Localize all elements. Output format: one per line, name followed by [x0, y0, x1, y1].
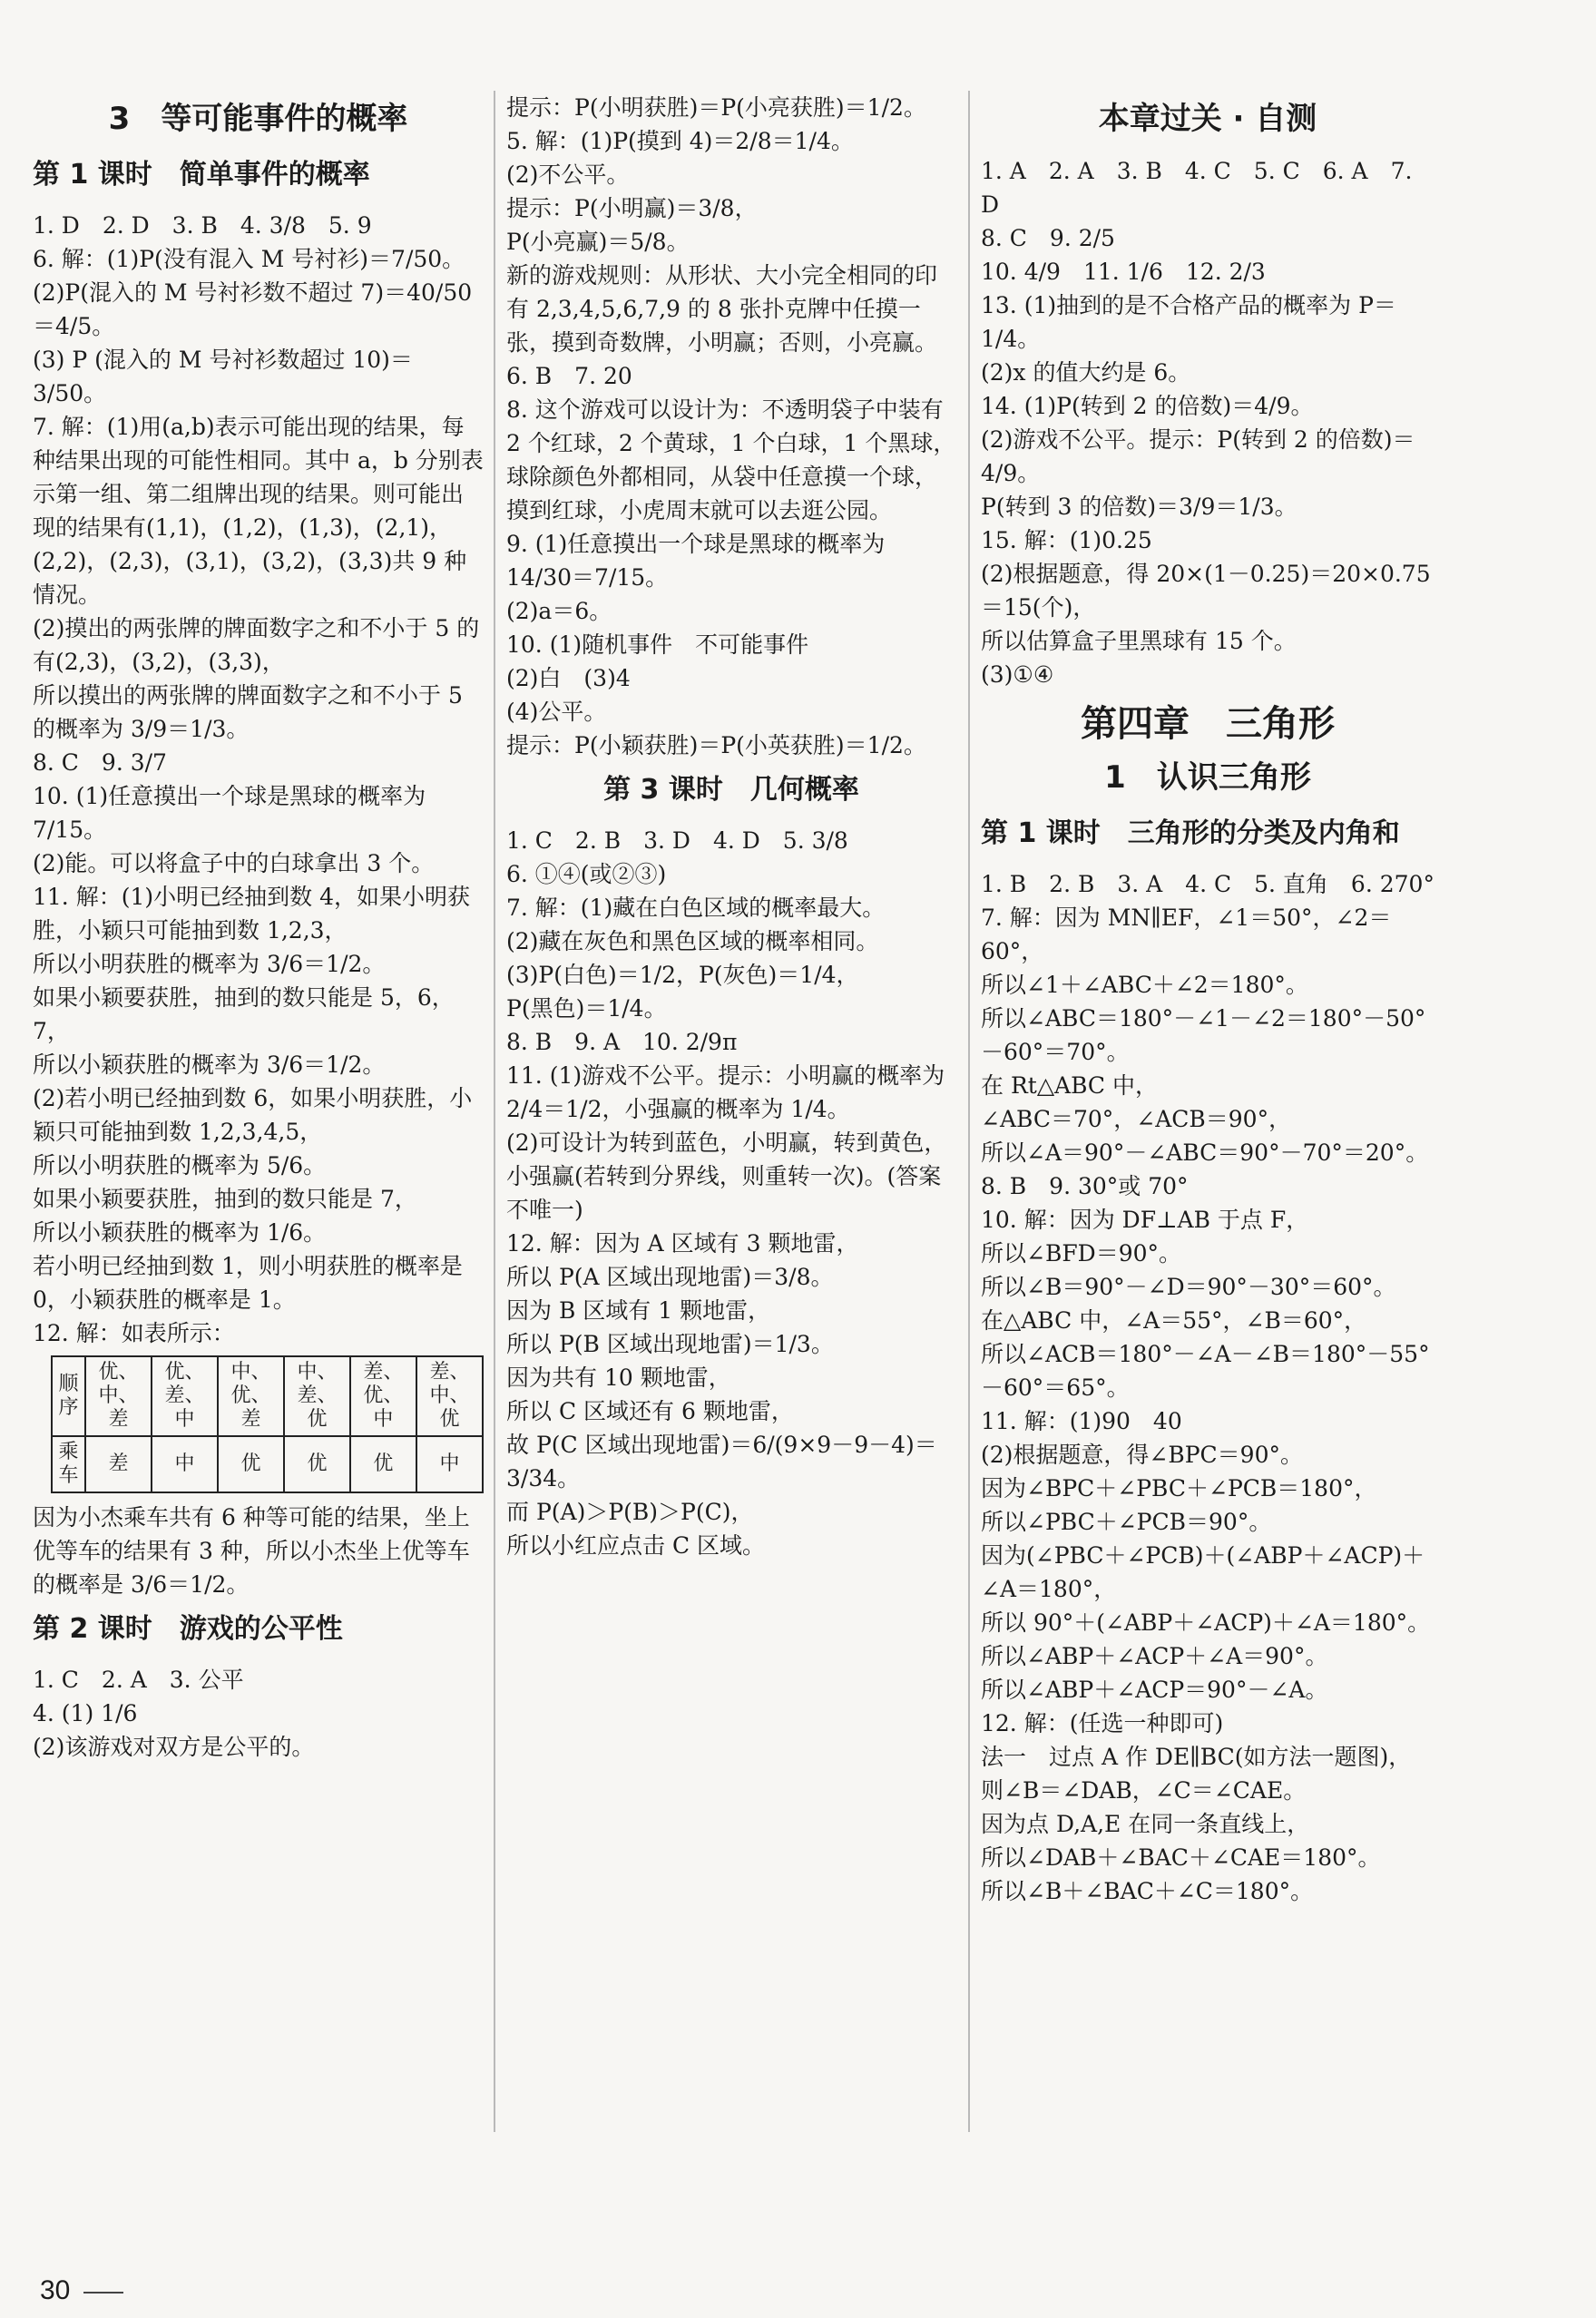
answer-line: 6. 解：(1)P(没有混入 M 号衬衫)＝7/50。	[33, 246, 465, 272]
answer-line: (3)P(白色)＝1/2，P(灰色)＝1/4，	[506, 962, 859, 988]
answer-line: 所以∠PBC＋∠PCB＝90°。	[981, 1509, 1272, 1535]
answer-line: (2)不公平。	[506, 161, 630, 188]
answer-line: 10. (1)任意摸出一个球是黑球的概率为 7/15。	[33, 783, 426, 843]
answer-line: 8. C 9. 2/5	[981, 225, 1115, 251]
answer-line: (2)P(混入的 M 号衬衫数不超过 7)＝40/50＝4/5。	[33, 279, 473, 339]
answer-line: 8. B 9. A 10. 2/9π	[506, 1029, 738, 1055]
table-cell: 优、差、中	[152, 1356, 218, 1436]
table-cell: 优	[350, 1436, 416, 1492]
answer-line: 所以小明获胜的概率为 5/6。	[33, 1152, 327, 1179]
table-cell: 中、优、差	[218, 1356, 284, 1436]
answer-line: (2)根据题意，得∠BPC＝90°。	[981, 1442, 1303, 1468]
answer-line: 如果小颖要获胜，抽到的数只能是 5，6，7，	[33, 984, 455, 1044]
answer-line: 则∠B＝∠DAB，∠C＝∠CAE。	[981, 1777, 1307, 1804]
answer-line: P(黑色)＝1/4。	[506, 995, 667, 1022]
answer-line: 1. B 2. B 3. A 4. C 5. 直角 6. 270°	[981, 871, 1434, 897]
section-heading: 本章过关 · 自测	[1098, 101, 1317, 137]
answer-line: (3)①④	[981, 661, 1054, 688]
answer-line: 因为 B 区域有 1 颗地雷，	[506, 1297, 771, 1324]
answer-line: 所以 P(B 区域出现地雷)＝1/3。	[506, 1331, 834, 1357]
answer-line: 新的游戏规则：从形状、大小完全相同的印有 2,3,4,5,6,7,9 的 8 张扑克牌中任摸一张，摸到奇数牌，小明赢；否则，小亮赢。	[506, 262, 938, 356]
answer-line: 6. ①④(或②③)	[506, 861, 667, 887]
answer-line: 所以小明获胜的概率为 3/6＝1/2。	[33, 951, 386, 977]
lesson-heading: 第 2 课时 游戏的公平性	[33, 1613, 343, 1645]
answer-line: 所以∠ABP＋∠ACP＝90°－∠A。	[981, 1677, 1328, 1703]
table-cell: 中、差、优	[284, 1356, 350, 1436]
answer-line: 所以估算盒子里黑球有 15 个。	[981, 628, 1297, 654]
answer-line: (2)游戏不公平。提示：P(转到 2 的倍数)＝4/9。	[981, 426, 1415, 486]
answer-line: 所以 P(A 区域出现地雷)＝3/8。	[506, 1264, 834, 1290]
answer-line: 提示：P(小明赢)＝3/8，	[506, 195, 758, 221]
answer-line: 因为小杰乘车共有 6 种等可能的结果，坐上优等车的结果有 3 种，所以小杰坐上优等车的概率是 3/6＝1/2。	[33, 1504, 470, 1598]
answer-line: 所以∠ABC＝180°－∠1－∠2＝180°－50°－60°＝70°。	[981, 1005, 1426, 1065]
answer-line: 8. 这个游戏可以设计为：不透明袋子中装有 2 个红球，2 个黄球，1 个白球，1 个黑球，球除颜色外都相同，从袋中任意摸一个球，摸到红球，小虎周末就可以去逛公园。	[506, 396, 956, 523]
answer-line: 11. 解：(1)90 40	[981, 1408, 1182, 1434]
table-cell: 中	[416, 1436, 483, 1492]
table-cell: 中	[152, 1436, 218, 1492]
lesson-heading: 第 1 课时 简单事件的概率	[33, 159, 370, 191]
column-1	[33, 91, 484, 1764]
answer-line: 4. (1) 1/6	[33, 1700, 138, 1726]
answer-line: 7. 解：(1)用(a,b)表示可能出现的结果，每种结果出现的可能性相同。其中 a，b 分别表示第一组、第二组牌出现的结果。则可能出现的结果有(1,1)，(1,2)，(1,3)，(2,1)，(2,2)，(2,3)，(3,1)，(3,2)，(3,3)共 9 种情况。	[33, 414, 484, 608]
answer-line: 8. B 9. 30°或 70°	[981, 1173, 1189, 1199]
answer-line: 1. C 2. A 3. 公平	[33, 1667, 244, 1693]
answer-line: 9. (1)任意摸出一个球是黑球的概率为 14/30＝7/15。	[506, 531, 886, 591]
table-cell: 优	[284, 1436, 350, 1492]
answer-line: 11. 解：(1)小明已经抽到数 4，如果小明获胜，小颖只可能抽到数 1,2,3，	[33, 884, 470, 944]
answer-line: 所以∠ACB＝180°－∠A－∠B＝180°－55°－60°＝65°。	[981, 1341, 1430, 1401]
answer-table	[51, 1355, 484, 1493]
answer-line: P(小亮赢)＝5/8。	[506, 229, 690, 255]
lesson-heading: 第 1 课时 三角形的分类及内角和	[981, 817, 1400, 849]
answer-line: 因为∠BPC＋∠PBC＋∠PCB＝180°，	[981, 1475, 1377, 1501]
page-number: 30	[40, 2275, 71, 2305]
answer-line: 5. 解：(1)P(摸到 4)＝2/8＝1/4。	[506, 128, 854, 154]
answer-line: 10. 解：因为 DF⊥AB 于点 F，	[981, 1207, 1309, 1233]
section-heading: 3 等可能事件的概率	[108, 101, 408, 137]
answer-line: 1. A 2. A 3. B 4. C 5. C 6. A 7. D	[981, 158, 1413, 218]
left-edge-shadow	[2, 109, 20, 2105]
answer-line: (2)根据题意，得 20×(1－0.25)＝20×0.75＝15(个)，	[981, 561, 1431, 621]
answer-line: 6. B 7. 20	[506, 363, 632, 389]
answer-line: 所以∠1＋∠ABC＋∠2＝180°。	[981, 972, 1308, 998]
answer-line: 12. 解：如表所示：	[33, 1320, 235, 1346]
answer-line: 提示：P(小明获胜)＝P(小亮获胜)＝1/2。	[506, 94, 926, 121]
answer-line: ∠ABC＝70°，∠ACB＝90°，	[981, 1106, 1292, 1132]
answer-line: (2)摸出的两张牌的牌面数字之和不小于 5 的有(2,3)，(3,2)，(3,3)，	[33, 615, 480, 675]
table-row	[52, 1436, 483, 1492]
answer-line: 14. (1)P(转到 2 的倍数)＝4/9。	[981, 393, 1314, 419]
table-cell: 差、优、中	[350, 1356, 416, 1436]
table-row	[52, 1356, 483, 1436]
answer-line: 1. C 2. B 3. D 4. D 5. 3/8	[506, 827, 848, 854]
column-3	[981, 91, 1434, 1908]
answer-line: (2)若小明已经抽到数 6，如果小明获胜，小颖只可能抽到数 1,2,3,4,5，	[33, 1085, 473, 1145]
answer-line: 若小明已经抽到数 1，则小明获胜的概率是 0，小颖获胜的概率是 1。	[33, 1253, 463, 1313]
answer-line: 10. (1)随机事件 不可能事件	[506, 631, 809, 658]
answer-line: 所以小颖获胜的概率为 1/6。	[33, 1219, 327, 1246]
answer-line: (2)该游戏对双方是公平的。	[33, 1734, 315, 1760]
answer-line: 所以∠BFD＝90°。	[981, 1240, 1182, 1267]
answer-line: 所以 C 区域还有 6 颗地雷，	[506, 1398, 794, 1424]
answer-line: (3) P (混入的 M 号衬衫数超过 10)＝3/50。	[33, 347, 413, 406]
answer-line: (4)公平。	[506, 699, 607, 725]
table-cell: 优、中、差	[85, 1356, 152, 1436]
answer-line: 12. 解：因为 A 区域有 3 颗地雷，	[506, 1230, 859, 1257]
answer-line: 法一 过点 A 作 DE∥BC(如方法一题图)，	[981, 1744, 1412, 1770]
answer-line: 所以小红应点击 C 区域。	[506, 1532, 766, 1559]
answer-line: 提示：P(小颖获胜)＝P(小英获胜)＝1/2。	[506, 732, 926, 758]
answer-line: 12. 解：(任选一种即可)	[981, 1710, 1224, 1736]
answer-line: 所以∠B＝90°－∠D＝90°－30°＝60°。	[981, 1274, 1396, 1300]
column-divider	[968, 91, 970, 2132]
table-cell: 差	[85, 1436, 152, 1492]
table-cell: 优	[218, 1436, 284, 1492]
table-cell: 顺序	[52, 1356, 85, 1436]
answer-line: 7. 解：(1)藏在白色区域的概率最大。	[506, 895, 886, 921]
answer-line: (2)白 (3)4	[506, 665, 631, 691]
answer-line: 故 P(C 区域出现地雷)＝6/(9×9－9－4)＝3/34。	[506, 1432, 937, 1492]
answer-line: 所以∠DAB＋∠BAC＋∠CAE＝180°。	[981, 1844, 1381, 1871]
answer-line: 在 Rt△ABC 中，	[981, 1072, 1159, 1099]
answer-line: 8. C 9. 3/7	[33, 749, 167, 776]
table-cell: 差、中、优	[416, 1356, 483, 1436]
lesson-heading: 第 3 课时 几何概率	[603, 774, 859, 806]
answer-line: 因为点 D,A,E 在同一条直线上，	[981, 1811, 1310, 1837]
answer-line: (2)藏在灰色和黑色区域的概率相同。	[506, 928, 879, 954]
answer-line: 因为(∠PBC＋∠PCB)＋(∠ABP＋∠ACP)＋∠A＝180°，	[981, 1542, 1425, 1602]
section-heading: 1 认识三角形	[1104, 759, 1311, 796]
answer-line: 15. 解：(1)0.25	[981, 527, 1152, 553]
column-divider	[494, 91, 495, 2132]
answer-line: 10. 4/9 11. 1/6 12. 2/3	[981, 259, 1266, 285]
answer-line: 1. D 2. D 3. B 4. 3/8 5. 9	[33, 212, 372, 239]
answer-line: 所以∠B＋∠BAC＋∠C＝180°。	[981, 1878, 1314, 1904]
answer-line: 因为共有 10 颗地雷，	[506, 1364, 731, 1391]
answer-line: 而 P(A)＞P(B)＞P(C)，	[506, 1499, 754, 1525]
answer-line: (2)能。可以将盒子中的白球拿出 3 个。	[33, 850, 435, 876]
chapter-heading: 第四章 三角形	[1081, 703, 1335, 745]
answer-line: 如果小颖要获胜，抽到的数只能是 7，	[33, 1186, 417, 1212]
answer-line: 所以小颖获胜的概率为 3/6＝1/2。	[33, 1051, 386, 1078]
answer-line: 在△ABC 中，∠A＝55°，∠B＝60°，	[981, 1307, 1367, 1334]
answer-line: 所以 90°＋(∠ABP＋∠ACP)＋∠A＝180°。	[981, 1609, 1431, 1636]
answer-line: 7. 解：因为 MN∥EF，∠1＝50°，∠2＝60°，	[981, 905, 1392, 964]
answer-line: 13. (1)抽到的是不合格产品的概率为 P＝1/4。	[981, 292, 1396, 352]
answer-line: 所以∠A＝90°－∠ABC＝90°－70°＝20°。	[981, 1139, 1429, 1166]
answer-line: (2)a＝6。	[506, 598, 612, 624]
table-cell: 乘车	[52, 1436, 85, 1492]
footer-rule	[83, 2292, 123, 2294]
column-2	[506, 91, 956, 1562]
answer-line: 所以摸出的两张牌的牌面数字之和不小于 5 的概率为 3/9＝1/3。	[33, 682, 463, 742]
answer-line: 11. (1)游戏不公平。提示：小明赢的概率为 2/4＝1/2，小强赢的概率为 1/4。	[506, 1062, 945, 1122]
answer-line: P(转到 3 的倍数)＝3/9＝1/3。	[981, 494, 1297, 520]
answer-line: (2)可设计为转到蓝色，小明赢，转到黄色，小强赢(若转到分界线，则重转一次)。(答案不唯一)	[506, 1130, 947, 1223]
answer-line: 所以∠ABP＋∠ACP＋∠A＝90°。	[981, 1643, 1328, 1669]
answer-line: (2)x 的值大约是 6。	[981, 359, 1191, 386]
